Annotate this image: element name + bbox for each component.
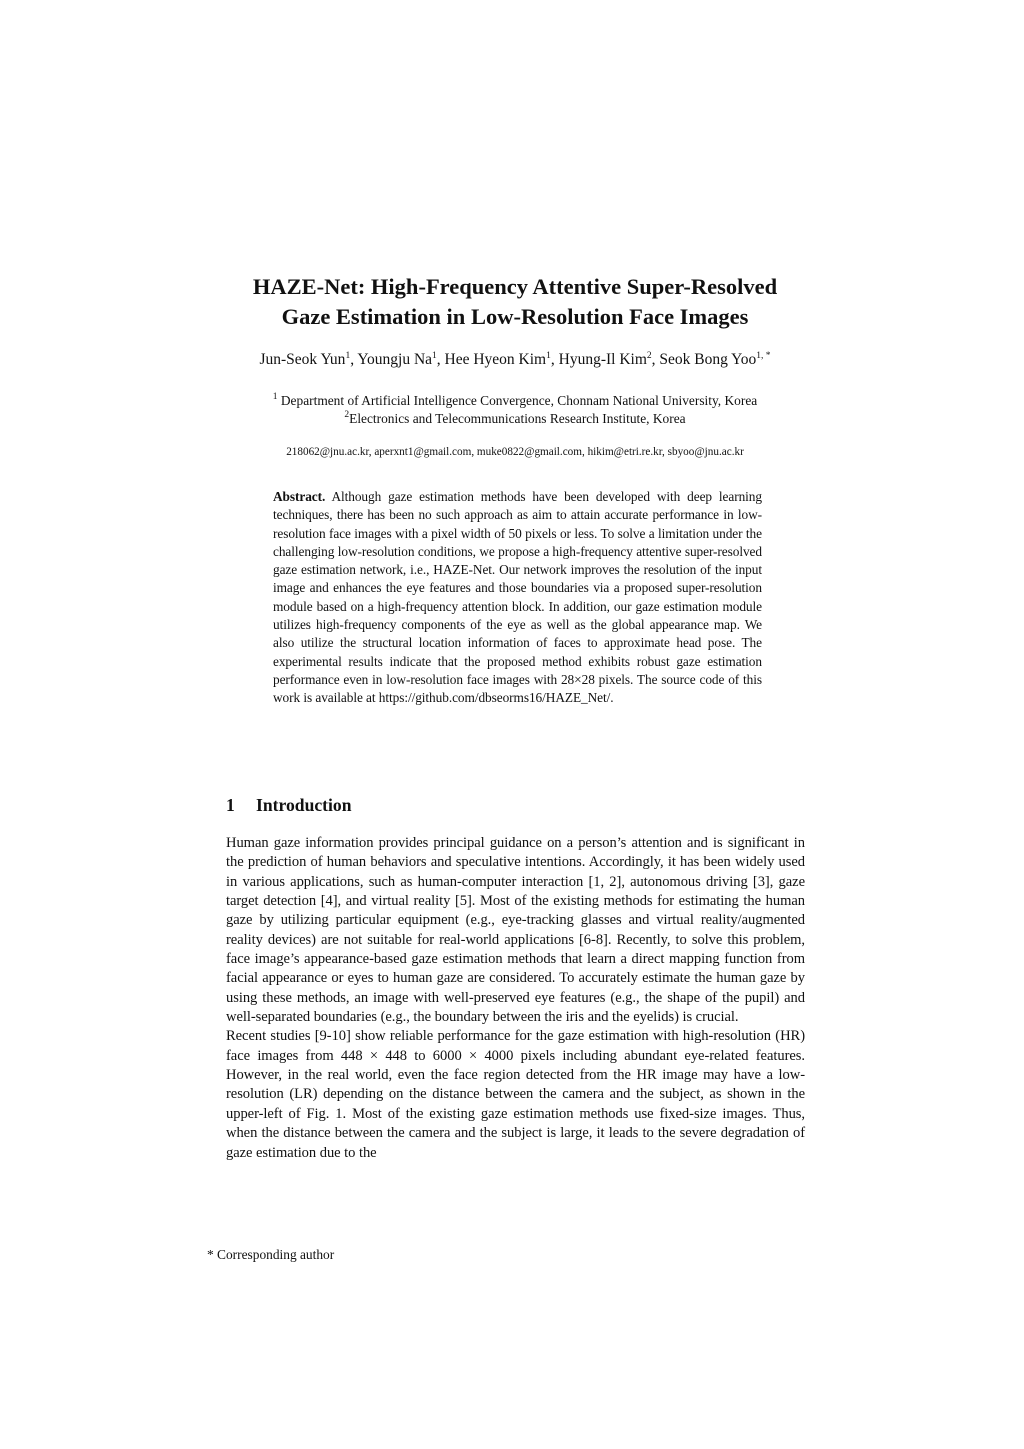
section-heading [226,793,352,817]
affiliation-item [180,410,850,428]
affiliation-text: Department of Artificial Intelligence Convergence, Chonnam National University, Korea [280,393,758,408]
abstract-text: Although gaze estimation methods have been developed with deep learning techniques, there has been no such approach as aim to attain accurate performance in low-resolution face images with a pixel width of 50 pixels or less. To solve a limitation under the challenging low-resolution conditions, we propose a high-frequency attentive super-resolved gaze estimation network, i.e., HAZE-Net. Our network improves the resolution of the input image and enhances the eye features and those boundaries via a proposed super-resolution module based on a high-frequency attention block. In addition, our gaze estimation module utilizes high-frequency components of the eye as well as the global appearance map. We also utilize the structural location information of faces to approximate head pose. The experimental results indicate that the proposed method exhibits robust gaze estimation performance even in low-resolution face images with 28×28 pixels. The source code of this work is available at https://github.com/dbseorms16/HAZE_Net/. [273,489,762,706]
body-paragraph: Recent studies [9-10] show reliable performance for the gaze estimation with high-resolution (HR) face images from 448 × 448 to 6000 × 4000 pixels including abundant eye-related features. However, in the real world, even the face region detected from the HR image may have a low-resolution (LR) depending on the distance between the camera and the subject, as shown in the upper-left of Fig. 1. Most of the existing gaze estimation methods use fixed-size images. Thus, when the distance between the camera and the subject is large, it leads to the severe degradation of gaze estimation due to the [226,1028,805,1161]
title-line-1: HAZE-Net: High-Frequency Attentive Super-Resolved [252,274,778,299]
author-name: Youngju Na [357,351,433,368]
section-number: 1 [226,795,235,815]
affiliation-item [180,392,850,410]
author-emails: 218062@jnu.ac.kr, aperxnt1@gmail.com, muke0822@gmail.com, hikim@etri.re.kr, sbyoo@jnu.ac.kr [286,446,744,458]
author-name: Hyung-Il Kim [558,351,647,368]
author-affiliation-mark: 1, * [756,351,771,361]
author-affiliation-mark: 1 [432,351,437,361]
author-name: Jun-Seok Yun [259,351,346,368]
author-affiliation-mark: 1 [546,351,551,361]
title-line-2: Gaze Estimation in Low-Resolution Face Images [281,304,749,329]
introduction-body [226,834,805,1163]
author-name: Seok Bong Yoo [659,351,757,368]
author-name: Hee Hyeon Kim [444,351,547,368]
author-list: Jun-Seok Yun$^1$, Youngju Na$^1$, Hee Hyeon Kim$^1$, Hyung-Il Kim$^2$, Seok Bong Yoo$^{1, *}$ [259,351,771,368]
abstract [273,488,762,708]
paper-title [190,272,840,332]
section-title: Introduction [256,795,352,815]
affiliation-mark: 2 [344,410,350,420]
author-affiliation-mark: 2 [646,351,652,361]
abstract-label: Abstract. [273,489,326,504]
footnote: * Corresponding author [207,1247,335,1262]
affiliation-list [180,392,850,428]
affiliation-mark: 1 [272,392,278,402]
body-paragraph: Human gaze information provides principal guidance on a person’s attention and is significant in the prediction of human behaviors and speculative intentions. Accordingly, it has been widely used in various applications, such as human-computer interaction [1, 2], autonomous driving [3], gaze target detection [4], and virtual reality [5]. Most of the existing methods for estimating the human gaze by utilizing particular equipment (e.g., eye-tracking glasses and virtual reality/augmented reality devices) are not suitable for real-world applications [6-8]. Recently, to solve this problem, face image’s appearance-based gaze estimation methods that learn a direct mapping function from facial appearance or eyes to human gaze are considered. To accurately estimate the human gaze by using these methods, an image with well-preserved eye features (e.g., the shape of the pupil) and well-separated boundaries (e.g., the boundary between the iris and the eyelids) is crucial. [226,835,805,1026]
author-affiliation-mark: 1 [345,351,351,361]
affiliation-text: Electronics and Telecommunications Research Institute, Korea [349,411,686,426]
